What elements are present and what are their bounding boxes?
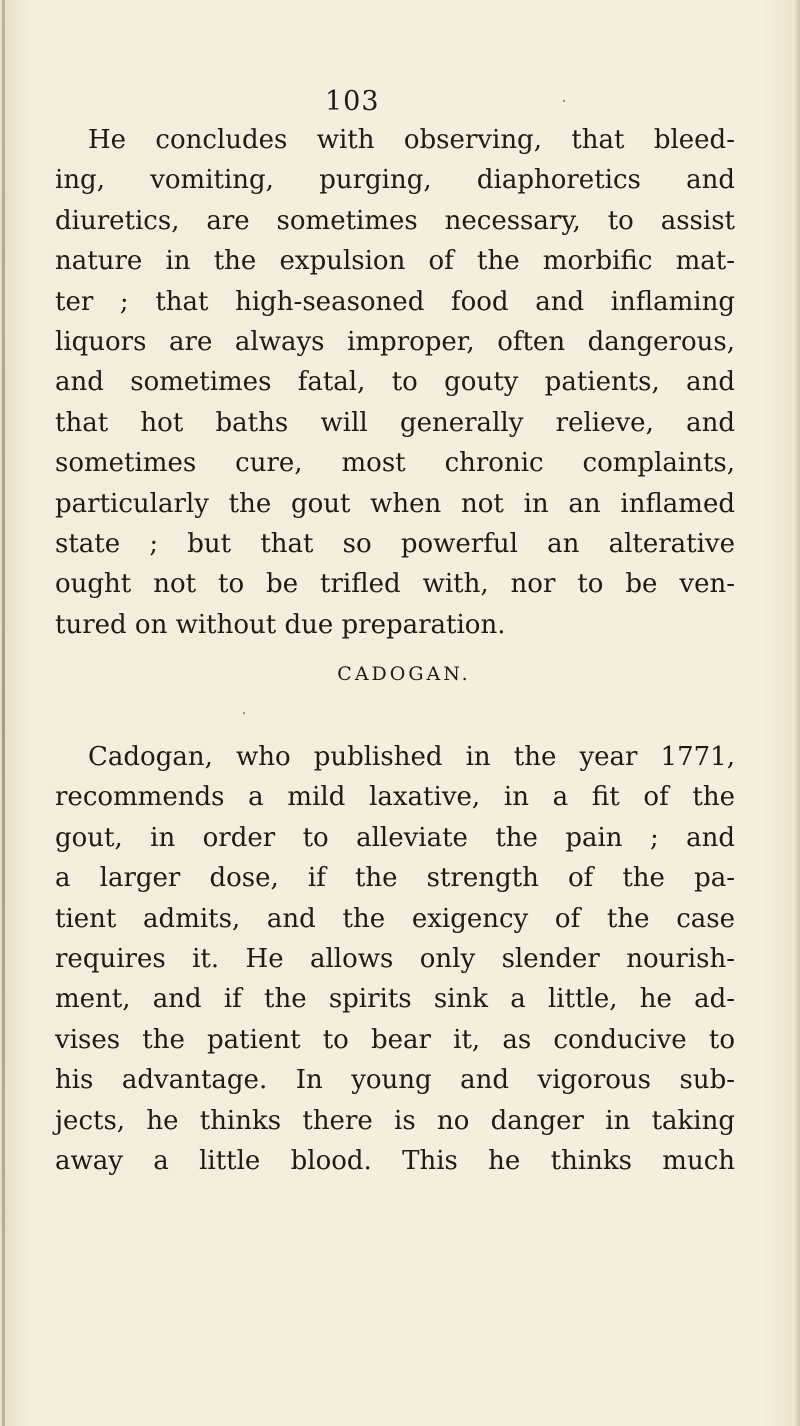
- text-line: vises the patient to bear it, as conducive to: [55, 1024, 735, 1055]
- text-line: jects, he thinks there is no danger in taking: [55, 1105, 735, 1136]
- text-line: gout, in order to alleviate the pain ; and: [55, 822, 735, 853]
- paper-speck: [563, 100, 565, 102]
- text-line: his advantage. In young and vigorous sub-: [55, 1065, 735, 1096]
- text-line: Cadogan, who published in the year 1771,: [88, 742, 735, 772]
- text-line: that hot baths will generally relieve, and: [55, 407, 735, 438]
- text-line: ing, vomiting, purging, diaphoretics and: [55, 165, 735, 196]
- section-heading: CADOGAN.: [337, 663, 471, 685]
- text-line: sometimes cure, most chronic complaints,: [55, 448, 735, 479]
- text-line: and sometimes fatal, to gouty patients, and: [55, 367, 735, 398]
- text-line: diuretics, are sometimes necessary, to assist: [55, 205, 735, 236]
- text-line: ought not to be trifled with, nor to be ven-: [55, 569, 735, 600]
- paper-speck: [243, 712, 245, 714]
- text-line: particularly the gout when not in an inflamed: [55, 488, 735, 519]
- page-right-edge: [794, 0, 800, 1426]
- page-number: 103: [325, 86, 380, 117]
- text-line: state ; but that so powerful an alterative: [55, 529, 735, 560]
- text-line: ment, and if the spirits sink a little, he ad-: [55, 984, 735, 1015]
- text-line: away a little blood. This he thinks much: [55, 1146, 735, 1177]
- text-line: ter ; that high-seasoned food and inflaming: [55, 286, 735, 317]
- text-line: a larger dose, if the strength of the pa-: [55, 863, 735, 894]
- text-line: nature in the expulsion of the morbific mat-: [55, 246, 735, 277]
- text-line: recommends a mild laxative, in a fit of the: [55, 782, 735, 813]
- paragraph-cadogan: [55, 737, 735, 1181]
- text-line: tient admits, and the exigency of the case: [55, 903, 735, 934]
- page-spine-edge: [2, 0, 5, 1426]
- text-line: liquors are always improper, often dangerous,: [55, 327, 735, 358]
- text-line: tured on without due preparation.: [55, 609, 506, 640]
- paragraph-conclusion: [55, 120, 735, 645]
- text-line: requires it. He allows only slender nourish-: [55, 944, 735, 975]
- text-line: He concludes with observing, that bleed-: [88, 125, 735, 155]
